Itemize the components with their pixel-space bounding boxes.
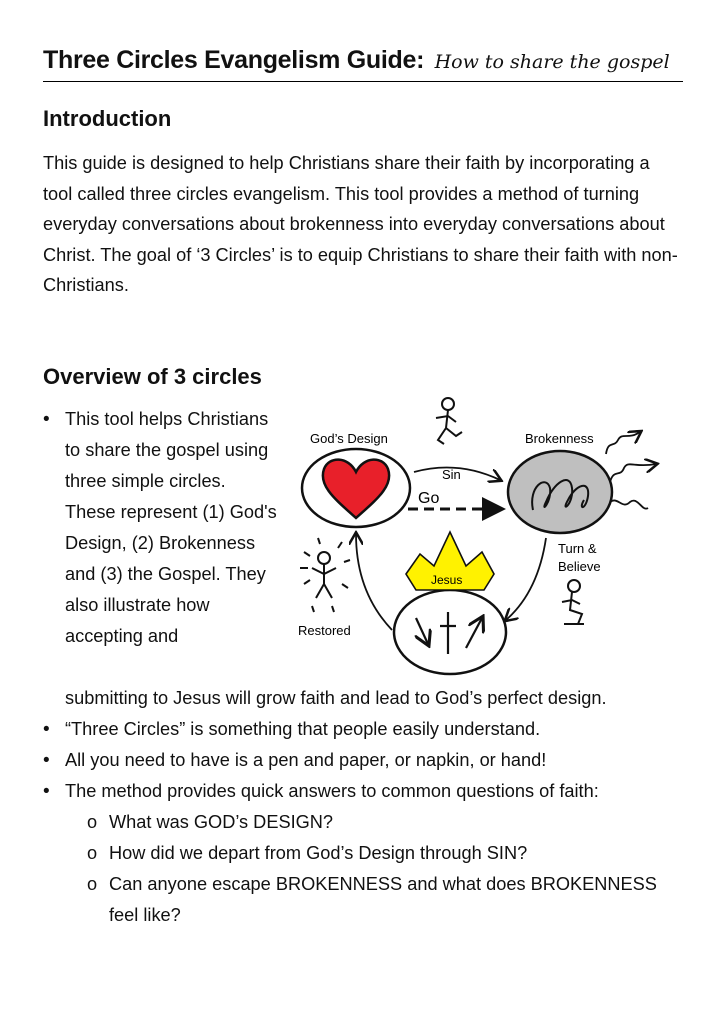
squiggle-arrows-icon bbox=[606, 432, 656, 509]
three-circles-diagram bbox=[288, 392, 673, 682]
go-label: Go bbox=[418, 490, 440, 507]
introduction-heading: Introduction bbox=[43, 106, 172, 131]
bullet-item: • All you need to have is a pen and paper, or napkin, or hand! bbox=[43, 745, 683, 776]
sub-list-item: o What was GOD’s DESIGN? bbox=[65, 807, 683, 838]
gospel-circle bbox=[394, 590, 506, 674]
sin-label: Sin bbox=[442, 467, 461, 482]
brokenness-circle bbox=[508, 451, 612, 533]
joyful-figure-icon bbox=[300, 538, 350, 612]
title-subtitle: How to share the gospel bbox=[434, 51, 670, 73]
bullet-4-text: The method provides quick answers to common questions of faith: bbox=[65, 781, 599, 801]
bullet-item: • “Three Circles” is something that people easily understand. bbox=[43, 714, 683, 745]
bullet-1-text: • This tool helps Christians to share the gospel using three simple circles. These represent (1) God's Design, (2) Brokenness and (3) the Gospel. They also illustrate how accepting and bbox=[65, 409, 277, 646]
bullet-item bbox=[43, 776, 683, 931]
sub-list-item: o How did we depart from God’s Design through SIN? bbox=[65, 838, 683, 869]
bullet-1-continuation: submitting to Jesus will grow faith and lead to God’s perfect design. bbox=[65, 688, 607, 708]
turn-believe-arrow bbox=[506, 538, 546, 620]
overview-heading: Overview of 3 circles bbox=[43, 364, 262, 389]
restored-label: Restored bbox=[298, 623, 351, 638]
believe-label: Believe bbox=[558, 559, 601, 574]
kneeling-figure-icon bbox=[562, 580, 584, 624]
running-figure-icon bbox=[436, 398, 462, 444]
brokenness-label: Brokenness bbox=[525, 431, 594, 446]
title-main: Three Circles Evangelism Guide: bbox=[43, 46, 425, 74]
page-title bbox=[43, 46, 683, 82]
gods-design-label: God’s Design bbox=[310, 431, 388, 446]
introduction-paragraph: This guide is designed to help Christians share their faith by incorporating a tool called three circles evangelism. This tool provides a method of turning everyday conversations about brokenness into everyday conversations about Christ. The goal of ‘3 Circles’ is to equip Christians to share their faith with non-Christians. bbox=[43, 153, 678, 295]
jesus-label: Jesus bbox=[431, 573, 463, 587]
turn-label: Turn & bbox=[558, 541, 597, 556]
sub-list-item: o Can anyone escape BROKENNESS and what does BROKENNESS feel like? bbox=[65, 869, 683, 931]
restored-arrow bbox=[356, 534, 392, 630]
sub-list bbox=[65, 807, 683, 931]
